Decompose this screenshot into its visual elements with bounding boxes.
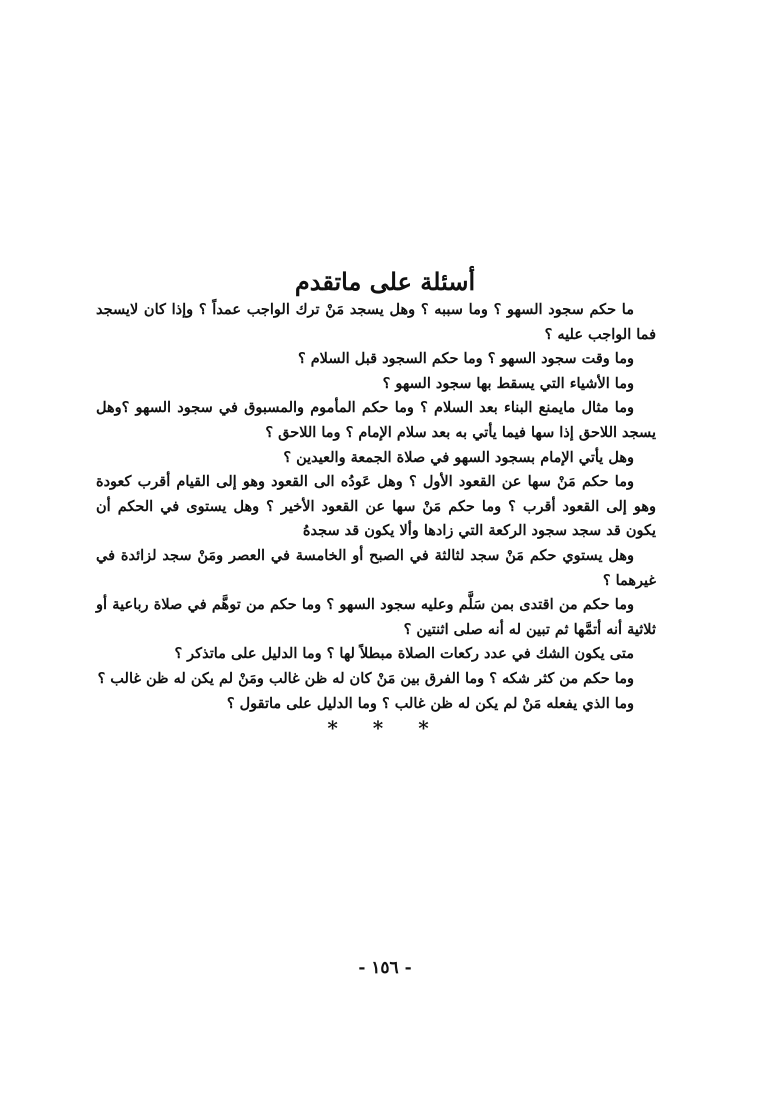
questions-section xyxy=(96,298,656,716)
question-paragraph: متى يكون الشك في عدد ركعات الصلاة مبطلاً لها ؟ وما الدليل على ماتذكر ؟ xyxy=(174,645,634,663)
question-paragraph: ما حكم سجود السهو ؟ وما سببه ؟ وهل يسجد مَنْ ترك الواجب عمداً ؟ وإذا كان لايسجد فما الواجب عليه ؟ xyxy=(96,301,656,343)
question-paragraph: وما مثال مايمنع البناء بعد السلام ؟ وما حكم المأموم والمسبوق في سجود السهو ؟وهل يسجد اللاحق إذا سها فيما يأتي به بعد سلام الإمام ؟ وما اللاحق ؟ xyxy=(96,399,656,441)
question-paragraph: وما حكم مَنْ سها عن القعود الأول ؟ وهل عَودُه الى القعود وهو إلى القيام أقرب كعودة وهو إلى القعود أقرب ؟ وما حكم مَنْ سها عن القعود الأخير ؟ وهل يستوى في الحكم أن يكون قد سجد سجود الركعة التي زادها وألا يكون قد سجدهُ xyxy=(96,473,656,540)
page-title: أسئلة على ماتقدم xyxy=(294,267,476,297)
section-separator: * * * xyxy=(327,716,443,740)
question-paragraph: وما حكم من كثر شكه ؟ وما الفرق بين مَنْ كان له ظن غالب ومَنْ لم يكن له ظن غالب ؟ xyxy=(97,669,634,687)
page-number: - ١٥٦ - xyxy=(358,958,412,978)
question-paragraph: وما الأشياء التي يسقط بها سجود السهو ؟ xyxy=(382,374,634,392)
question-paragraph: وما وقت سجود السهو ؟ وما حكم السجود قبل السلام ؟ xyxy=(297,350,634,368)
question-paragraph: وما حكم من اقتدى بمن سَلَّم وعليه سجود السهو ؟ وما حكم من توهَّم في صلاة رباعية أو ثلاثية أنه أتمَّها ثم تبين له أنه صلى اثنتين ؟ xyxy=(96,596,656,638)
question-paragraph: وما الذي يفعله مَنْ لم يكن له ظن غالب ؟ وما الدليل على ماتقول ؟ xyxy=(226,694,634,712)
question-paragraph: وهل يستوي حكم مَنْ سجد لثالثة في الصبح أو الخامسة في العصر ومَنْ سجد لزائدة في غيرهما ؟ xyxy=(96,546,656,589)
question-paragraph: وهل يأتي الإمام بسجود السهو في صلاة الجمعة والعيدين ؟ xyxy=(283,448,634,466)
